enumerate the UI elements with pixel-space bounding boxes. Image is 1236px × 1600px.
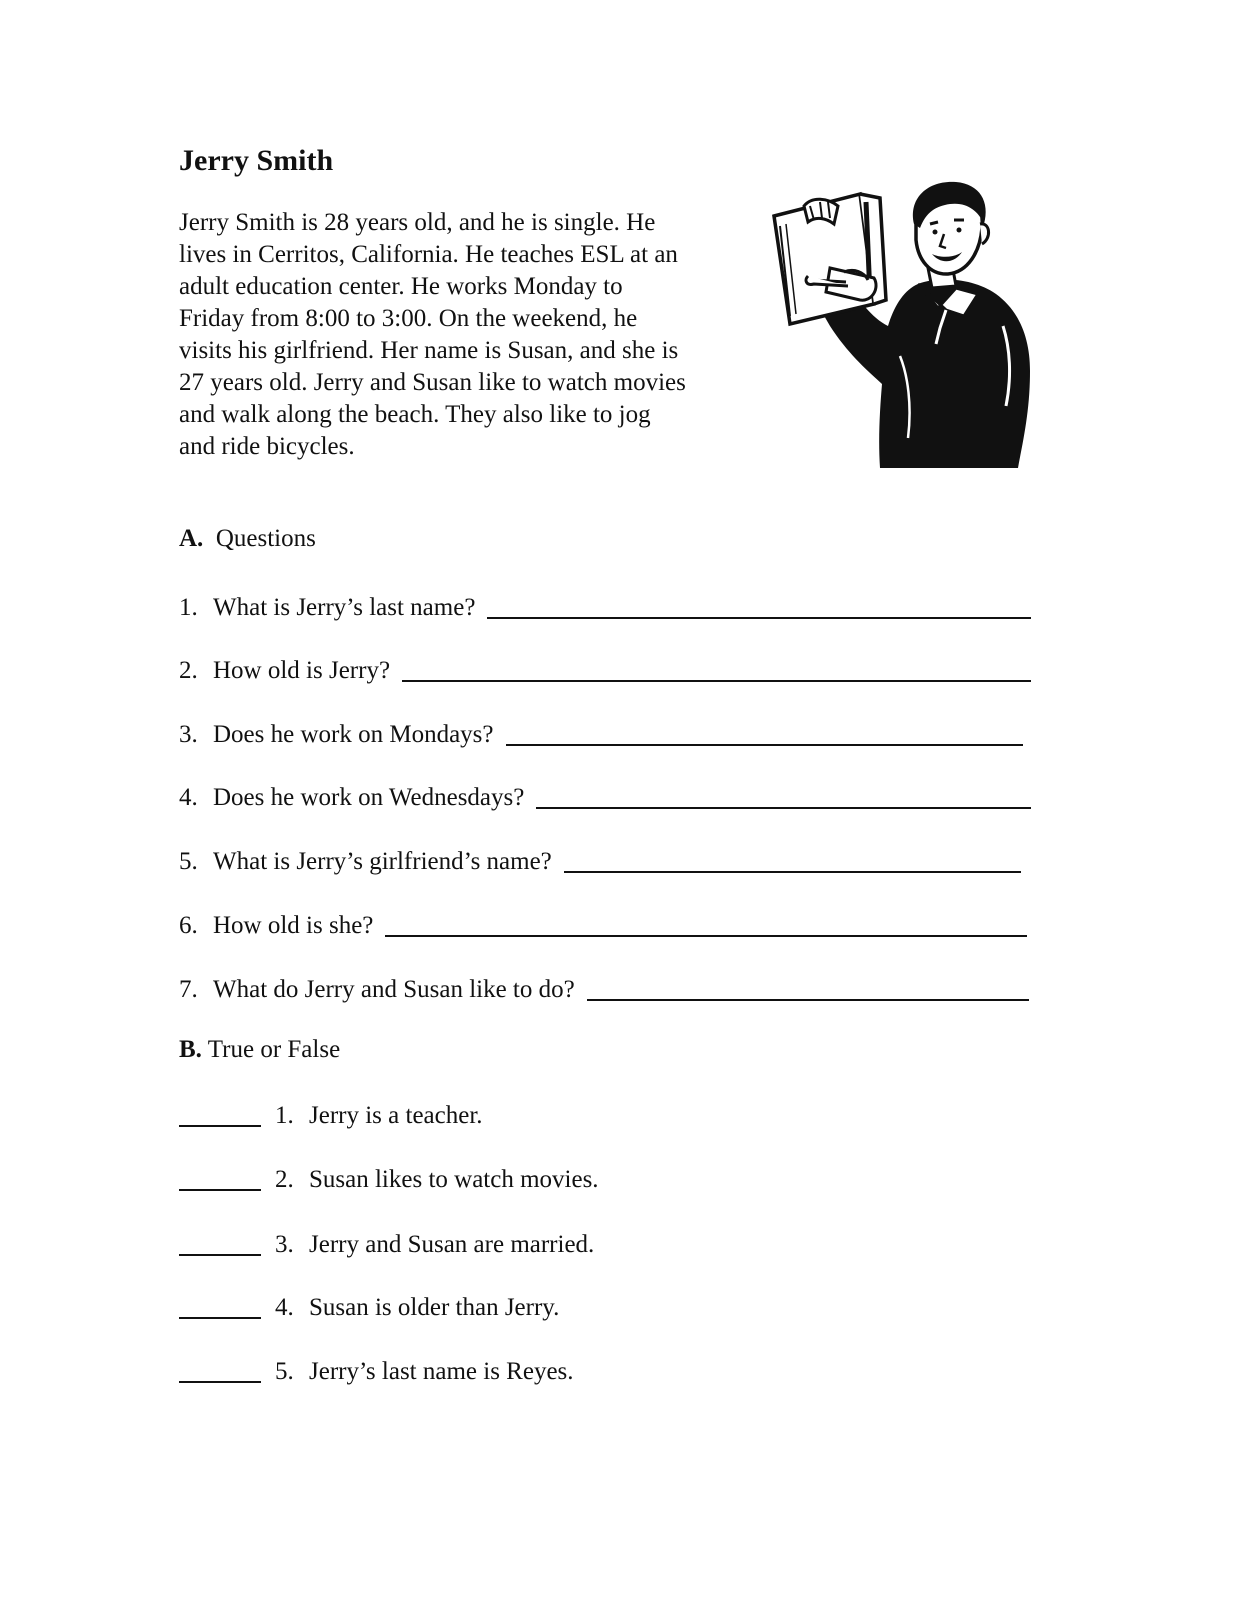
question-text: Does he work on Wednesdays? (213, 784, 525, 811)
answer-field[interactable] (487, 593, 1031, 619)
question-number: 1. (179, 594, 198, 621)
man-reading-book-icon (768, 176, 1038, 471)
question-text: How old is she? (213, 912, 374, 939)
passage-line: visits his girlfriend. Her name is Susan, and she is (179, 337, 679, 364)
true-false-row (179, 1227, 879, 1259)
true-false-answer-field[interactable] (179, 1230, 261, 1256)
passage-line: Jerry Smith is 28 years old, and he is single. He (179, 209, 656, 236)
true-false-answer-field[interactable] (179, 1293, 261, 1319)
question-row (179, 972, 1029, 1004)
section-a-heading (179, 525, 316, 553)
passage-line: and ride bicycles. (179, 433, 355, 460)
statement-number: 4. (275, 1294, 294, 1321)
true-false-answer-field[interactable] (179, 1165, 261, 1191)
statement-number: 5. (275, 1358, 294, 1385)
section-a-letter: A. (179, 525, 204, 552)
question-number: 3. (179, 721, 198, 748)
question-number: 4. (179, 784, 198, 811)
question-text: What do Jerry and Susan like to do? (213, 976, 575, 1003)
true-false-answer-field[interactable] (179, 1101, 261, 1127)
section-b-title: True or False (207, 1036, 341, 1063)
passage-line: Friday from 8:00 to 3:00. On the weekend, he (179, 305, 638, 332)
passage-line: lives in Cerritos, California. He teaches ESL at an (179, 241, 678, 268)
question-number: 2. (179, 657, 198, 684)
true-false-answer-field[interactable] (179, 1357, 261, 1383)
statement-text: Susan likes to watch movies. (309, 1166, 599, 1193)
question-number: 5. (179, 848, 198, 875)
question-row (179, 780, 1031, 812)
statement-number: 2. (275, 1166, 294, 1193)
answer-field[interactable] (506, 720, 1023, 746)
question-row (179, 908, 1027, 940)
section-b-heading (179, 1036, 340, 1064)
question-row (179, 844, 1021, 876)
section-a-title: Questions (215, 525, 316, 552)
passage-line: and walk along the beach. They also like to jog (179, 401, 651, 428)
true-false-row (179, 1354, 879, 1386)
question-number: 6. (179, 912, 198, 939)
statement-text: Jerry’s last name is Reyes. (309, 1358, 574, 1385)
answer-field[interactable] (587, 975, 1029, 1001)
statement-text: Susan is older than Jerry. (309, 1294, 560, 1321)
true-false-row (179, 1290, 879, 1322)
statement-number: 1. (275, 1102, 294, 1129)
section-b-letter: B. (179, 1036, 202, 1063)
page-title: Jerry Smith (179, 144, 334, 177)
question-text: Does he work on Mondays? (213, 721, 494, 748)
true-false-row (179, 1098, 879, 1130)
answer-field[interactable] (402, 656, 1031, 682)
question-text: How old is Jerry? (213, 657, 391, 684)
question-text: What is Jerry’s girlfriend’s name? (213, 848, 552, 875)
true-false-row (179, 1162, 879, 1194)
passage-line: adult education center. He works Monday to (179, 273, 623, 300)
answer-field[interactable] (564, 847, 1021, 873)
statement-text: Jerry and Susan are married. (309, 1231, 595, 1258)
question-row (179, 653, 1031, 685)
question-row (179, 717, 1023, 749)
question-number: 7. (179, 976, 198, 1003)
statement-text: Jerry is a teacher. (309, 1102, 483, 1129)
question-row (179, 590, 1031, 622)
question-text: What is Jerry’s last name? (213, 594, 476, 621)
passage-line: 27 years old. Jerry and Susan like to watch movies (179, 369, 686, 396)
statement-number: 3. (275, 1231, 294, 1258)
answer-field[interactable] (385, 911, 1027, 937)
reading-passage (179, 207, 769, 463)
answer-field[interactable] (536, 783, 1031, 809)
